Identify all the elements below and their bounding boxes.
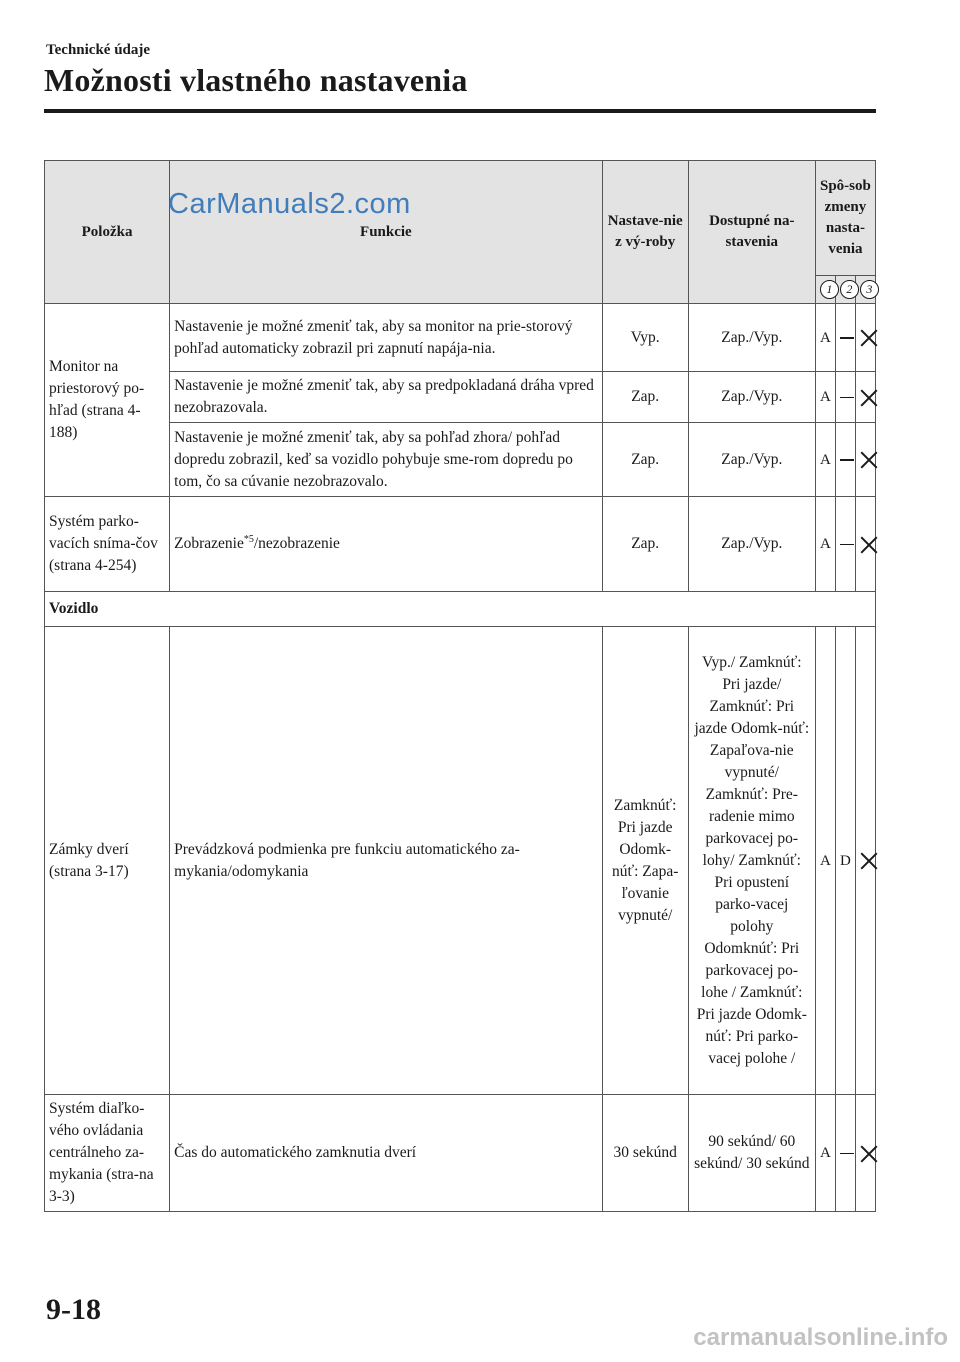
title-rule — [44, 109, 876, 113]
method-3-cell — [855, 627, 875, 1095]
table-row — [45, 423, 876, 497]
function-cell: Nastavenie je možné zmeniť tak, aby sa monitor na prie-storový pohľad automaticky zobrazil pri zapnutí napája-nia. — [170, 304, 603, 372]
footnote-ref: *5 — [243, 533, 254, 545]
cross-icon — [860, 852, 878, 870]
method-3-cell — [855, 372, 875, 423]
function-text: Zobrazenie — [174, 535, 244, 552]
available-cell: Zap./Vyp. — [688, 423, 815, 497]
dash-icon — [840, 1153, 854, 1155]
cross-icon — [860, 1145, 878, 1163]
page-title: Možnosti vlastného nastavenia — [44, 62, 468, 98]
available-cell: Vyp./ Zamknúť: Pri jazde/ Zamknúť: Pri jazde Odomk-núť: Zapaľova-nie vypnuté/ Zamknúť: Pre-radenie mimo parkovacej po-lohy/ Zamknúť: Pri opustení parko-vacej polohy Odomknúť: Pri parkovacej po-lohe / Zamknúť: Pri jazde Odomk-núť: Pri parko-vacej polohe / — [688, 627, 815, 1095]
dash-icon — [840, 397, 854, 399]
section-label: Technické údaje — [46, 42, 151, 58]
function-cell — [170, 497, 603, 592]
available-cell: Zap./Vyp. — [688, 497, 815, 592]
method-3-cell — [855, 423, 875, 497]
function-text: /nezobrazenie — [253, 535, 340, 552]
header-factory: Nastave-nie z vý-roby — [602, 161, 688, 304]
footer-watermark: carmanualsonline.info — [693, 1324, 948, 1351]
method-3-cell — [855, 497, 875, 592]
circled-number-2-icon: 2 — [840, 280, 859, 299]
method-3-cell — [855, 304, 875, 372]
header-function: Funkcie — [170, 161, 603, 304]
function-cell: Nastavenie je možné zmeniť tak, aby sa pohľad zhora/ pohľad dopredu zobrazil, keď sa vozidlo pohybuje sme-rom dopredu po tom, čo sa cúvanie nezobrazovalo. — [170, 423, 603, 497]
dash-icon — [840, 544, 854, 546]
table-row — [45, 372, 876, 423]
method-2-cell — [835, 1095, 855, 1212]
circled-number-1-icon: 1 — [820, 280, 839, 299]
method-2-cell — [835, 372, 855, 423]
factory-cell: Zamknúť: Pri jazde Odomk-núť: Zapa-ľovanie vypnuté/ — [602, 627, 688, 1095]
function-cell: Čas do automatického zamknutia dverí — [170, 1095, 603, 1212]
header-available: Dostupné na-stavenia — [688, 161, 815, 304]
available-cell: Zap./Vyp. — [688, 304, 815, 372]
method-2-cell — [835, 304, 855, 372]
cross-icon — [860, 451, 878, 469]
factory-cell: Zap. — [602, 372, 688, 423]
item-cell: Systém diaľko-vého ovládania centrálneho za-mykania (stra-na 3-3) — [45, 1095, 170, 1212]
factory-cell: Zap. — [602, 497, 688, 592]
factory-cell: Vyp. — [602, 304, 688, 372]
item-cell: Systém parko-vacích sníma-čov (strana 4-254) — [45, 497, 170, 592]
cross-icon — [860, 536, 878, 554]
table-row — [45, 304, 876, 372]
group-label: Vozidlo — [45, 592, 876, 627]
page-number: 9-18 — [46, 1293, 101, 1326]
method-1-cell: A — [815, 1095, 835, 1212]
header-method-1 — [815, 276, 835, 304]
available-cell: 90 sekúnd/ 60 sekúnd/ 30 sekúnd — [688, 1095, 815, 1212]
group-row-vehicle — [45, 592, 876, 627]
table-row — [45, 1095, 876, 1212]
available-cell: Zap./Vyp. — [688, 372, 815, 423]
table-row — [45, 627, 876, 1095]
method-1-cell: A — [815, 423, 835, 497]
table-row — [45, 497, 876, 592]
item-cell: Zámky dverí (strana 3-17) — [45, 627, 170, 1095]
circled-number-3-icon: 3 — [860, 280, 879, 299]
cross-icon — [860, 389, 878, 407]
dash-icon — [840, 459, 854, 461]
method-2-cell — [835, 497, 855, 592]
method-2-cell: D — [835, 627, 855, 1095]
method-1-cell: A — [815, 497, 835, 592]
header-item: Položka — [45, 161, 170, 304]
dash-icon — [840, 337, 854, 339]
function-cell: Prevádzková podmienka pre funkciu automatického za-mykania/odomykania — [170, 627, 603, 1095]
header-method: Spô-sob zmeny nasta-venia — [815, 161, 875, 276]
watermark: CarManuals2.com — [168, 188, 411, 220]
settings-table — [44, 160, 876, 1212]
cross-icon — [860, 329, 878, 347]
function-cell: Nastavenie je možné zmeniť tak, aby sa predpokladaná dráha vpred nezobrazovala. — [170, 372, 603, 423]
factory-cell: Zap. — [602, 423, 688, 497]
method-1-cell: A — [815, 627, 835, 1095]
item-cell: Monitor na priestorový po-hľad (strana 4-188) — [45, 304, 170, 497]
factory-cell: 30 sekúnd — [602, 1095, 688, 1212]
method-1-cell: A — [815, 372, 835, 423]
method-2-cell — [835, 423, 855, 497]
method-3-cell — [855, 1095, 875, 1212]
method-1-cell: A — [815, 304, 835, 372]
